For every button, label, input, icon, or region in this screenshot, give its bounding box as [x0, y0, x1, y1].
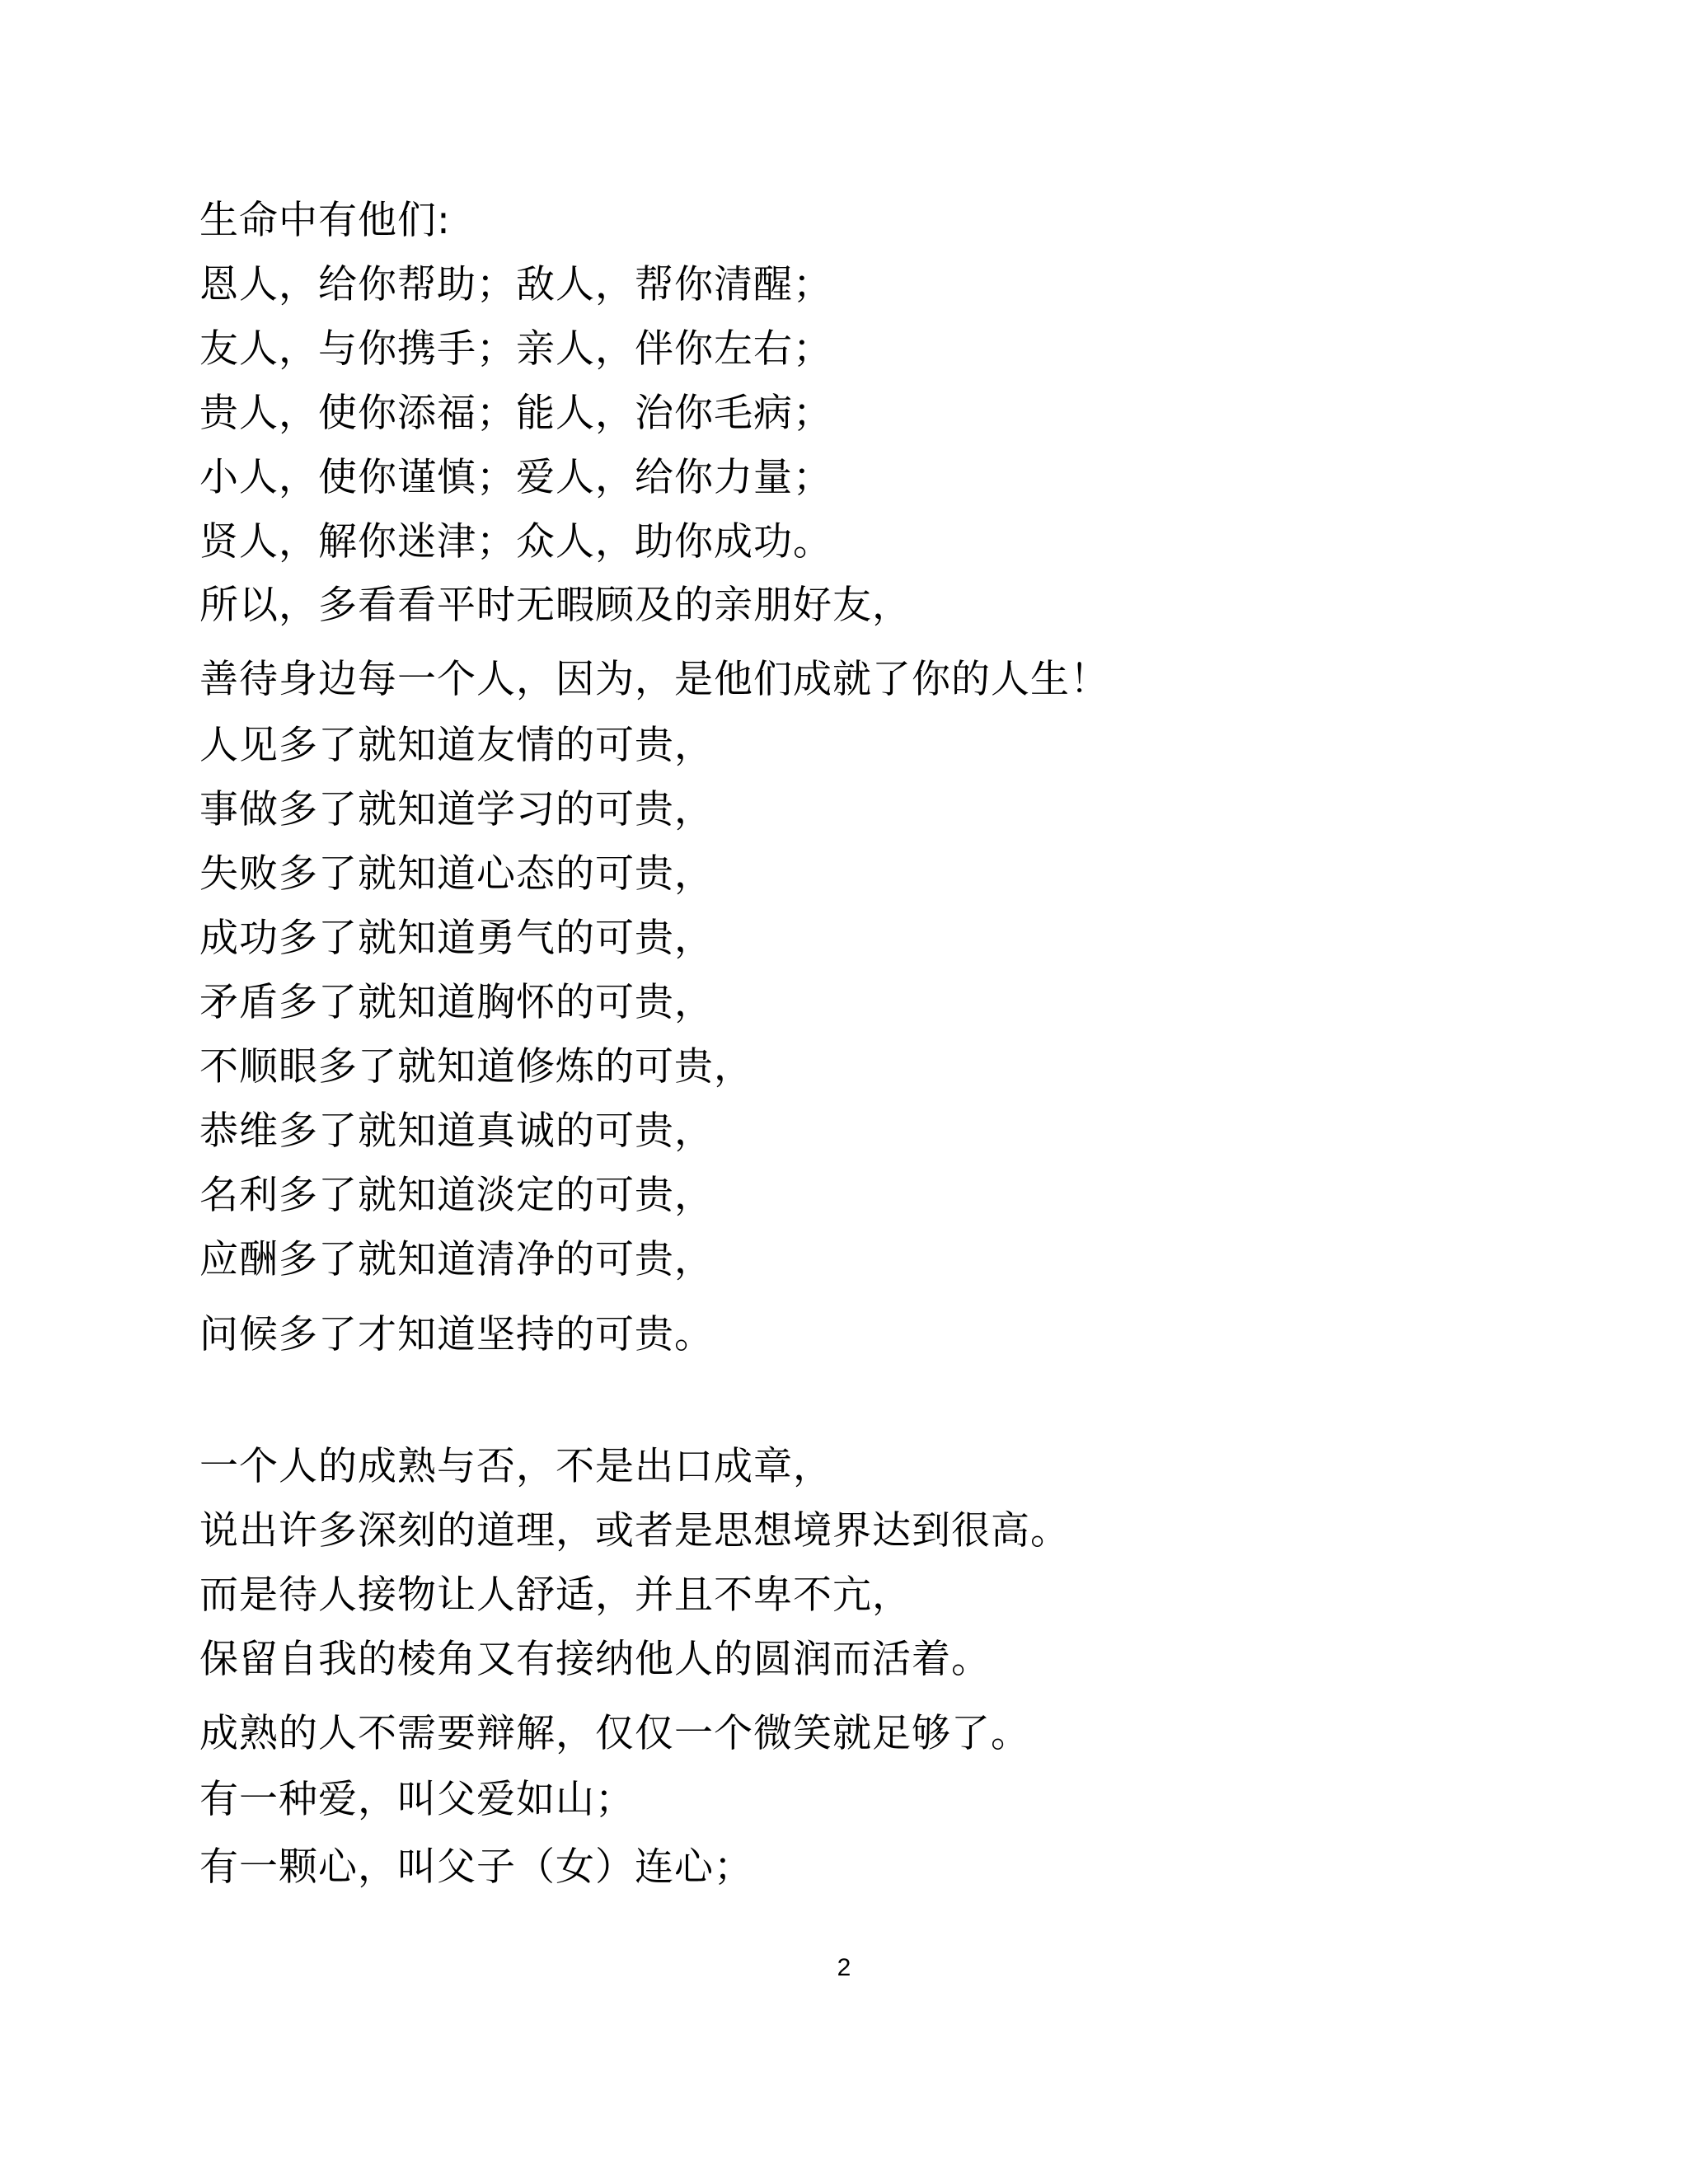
text-line: 一个人的成熟与否，不是出口成章，	[199, 1444, 832, 1489]
text-line: 名利多了就知道淡定的可贵，	[199, 1173, 714, 1218]
text-line: 有一种爱，叫父爱如山；	[199, 1777, 635, 1822]
page-number: 2	[837, 1954, 851, 1981]
text-line: 问候多了才知道坚持的可贵。	[199, 1312, 714, 1357]
text-line: 成功多了就知道勇气的可贵，	[199, 916, 714, 961]
text-line: 有一颗心，叫父子（女）连心；	[199, 1844, 753, 1890]
text-line: 所以，多看看平时无暇顾及的亲朋好友，	[199, 583, 912, 628]
text-line: 说出许多深刻的道理，或者是思想境界达到很高。	[199, 1508, 1070, 1554]
text-line: 贤人，解你迷津；众人，助你成功。	[199, 519, 832, 565]
text-line: 善待身边每一个人，因为，是他们成就了你的人生！	[199, 657, 1109, 702]
text-line: 成熟的人不需要辩解，仅仅一个微笑就足够了。	[199, 1711, 1030, 1756]
text-line: 恭维多了就知道真诚的可贵，	[199, 1108, 714, 1154]
text-line: 生命中有他们:	[199, 198, 451, 243]
text-line: 不顺眼多了就知道修炼的可贵，	[199, 1044, 753, 1090]
text-line: 应酬多了就知道清净的可贵，	[199, 1237, 714, 1282]
text-line: 而是待人接物让人舒适，并且不卑不亢，	[199, 1572, 912, 1618]
text-line: 事做多了就知道学习的可贵，	[199, 787, 714, 832]
text-line: 友人，与你携手；亲人，伴你左右；	[199, 326, 832, 372]
text-line: 失败多了就知道心态的可贵，	[199, 851, 714, 897]
text-line: 小人，使你谨慎；爱人，给你力量；	[199, 455, 832, 500]
text-line: 恩人，给你帮助；敌人，帮你清醒；	[199, 262, 832, 307]
text-line: 矛盾多了就知道胸怀的可贵，	[199, 980, 714, 1025]
text-line: 人见多了就知道友情的可贵，	[199, 723, 714, 768]
text-line: 保留自我的棱角又有接纳他人的圆润而活着。	[199, 1637, 991, 1682]
text-line: 贵人，使你添福；能人，治你毛病；	[199, 391, 832, 436]
